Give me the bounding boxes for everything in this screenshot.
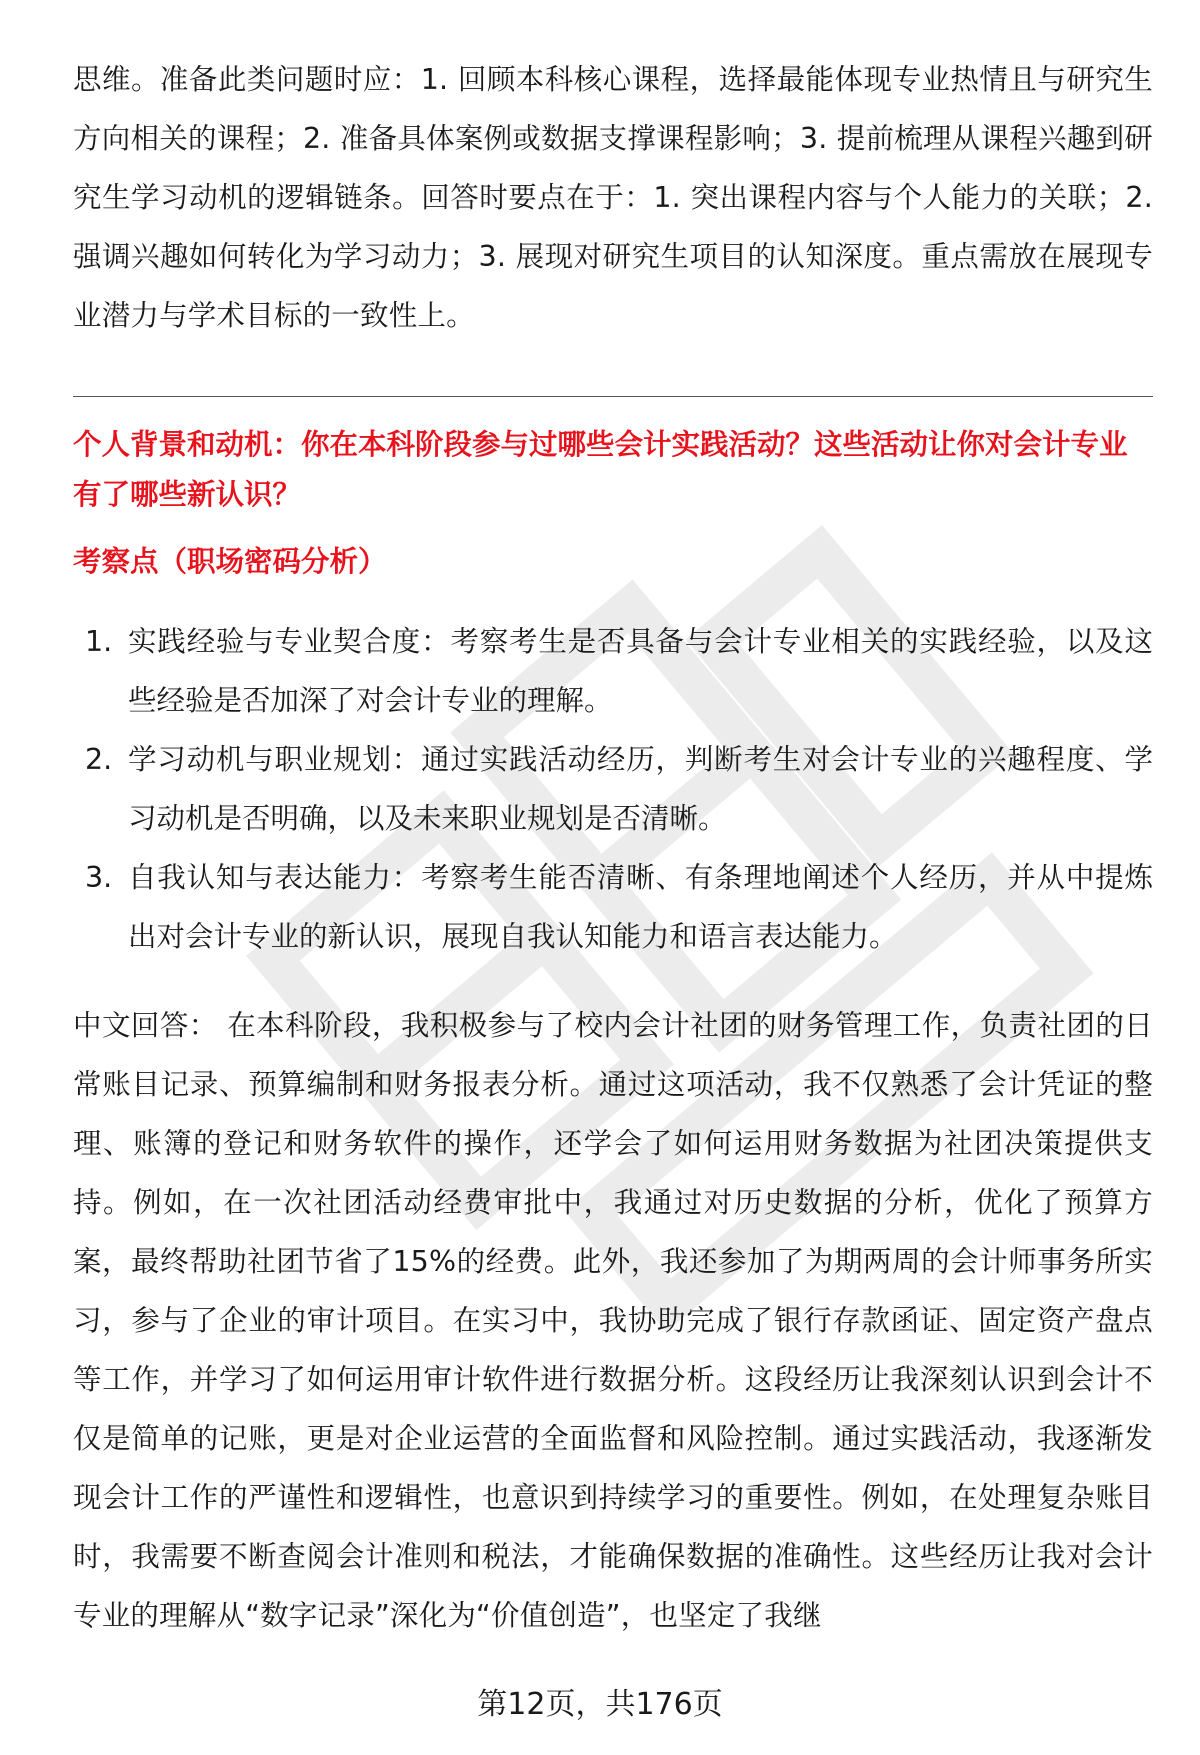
list-item-text: 实践经验与专业契合度：考察考生是否具备与会计专业相关的实践经验，以及这些经验是否加深了对会计专业的理解。 [128,625,1153,717]
intro-paragraph: 思维。准备此类问题时应：1. 回顾本科核心课程，选择最能体现专业热情且与研究生方向相关的课程；2. 准备具体案例或数据支撑课程影响；3. 提前梳理从课程兴趣到研究生学习动机的逻辑链条。回答时要点在于：1. 突出课程内容与个人能力的关联；2. 强调兴趣如何转化为学习动力；3. 展现对研究生项目的认知深度。重点需放在展现专业潜力与学术目标的一致性上。 [73,63,1153,332]
list-item-text: 学习动机与职业规划：通过实践活动经历，判断考生对会计专业的兴趣程度、学习动机是否明确，以及未来职业规划是否清晰。 [128,743,1153,835]
answer-paragraph: 中文回答： 在本科阶段，我积极参与了校内会计社团的财务管理工作，负责社团的日常账目记录、预算编制和财务报表分析。通过这项活动，我不仅熟悉了会计凭证的整理、账簿的登记和财务软件的操作，还学会了如何运用财务数据为社团决策提供支持。例如，在一次社团活动经费审批中，我通过对历史数据的分析，优化了预算方案，最终帮助社团节省了15%的经费。此外，我还参加了为期两周的会计师事务所实习，参与了企业的审计项目。在实习中，我协助完成了银行存款函证、固定资产盘点等工作，并学习了如何运用审计软件进行数据分析。这段经历让我深刻认识到会计不仅是简单的记账，更是对企业运营的全面监督和风险控制。通过实践活动，我逐渐发现会计工作的严谨性和逻辑性，也意识到持续学习的重要性。例如，在处理复杂账目时，我需要不断查阅会计准则和税法，才能确保数据的准确性。这些经历让我对会计专业的理解从“数字记录”深化为“价值创造”，也坚定了我继 [73,1009,1153,1632]
list-item [73,612,1153,730]
list-item [73,730,1153,848]
assessment-points-list [73,612,1153,966]
list-item-number: 2. [85,743,113,776]
list-item-text: 自我认知与表达能力：考察考生能否清晰、有条理地阐述个人经历，并从中提炼出对会计专业的新认识，展现自我认知能力和语言表达能力。 [128,861,1153,953]
question-heading: 个人背景和动机：你在本科阶段参与过哪些会计实践活动？这些活动让你对会计专业有了哪些新认识？ [73,428,1128,511]
list-item-number: 1. [85,625,113,658]
list-item-number: 3. [85,861,113,894]
assessment-subheading: 考察点（职场密码分析） [73,545,387,578]
list-item [73,848,1153,966]
page-number-footer: 第12页，共176页 [477,1687,723,1722]
section-divider [73,396,1153,397]
